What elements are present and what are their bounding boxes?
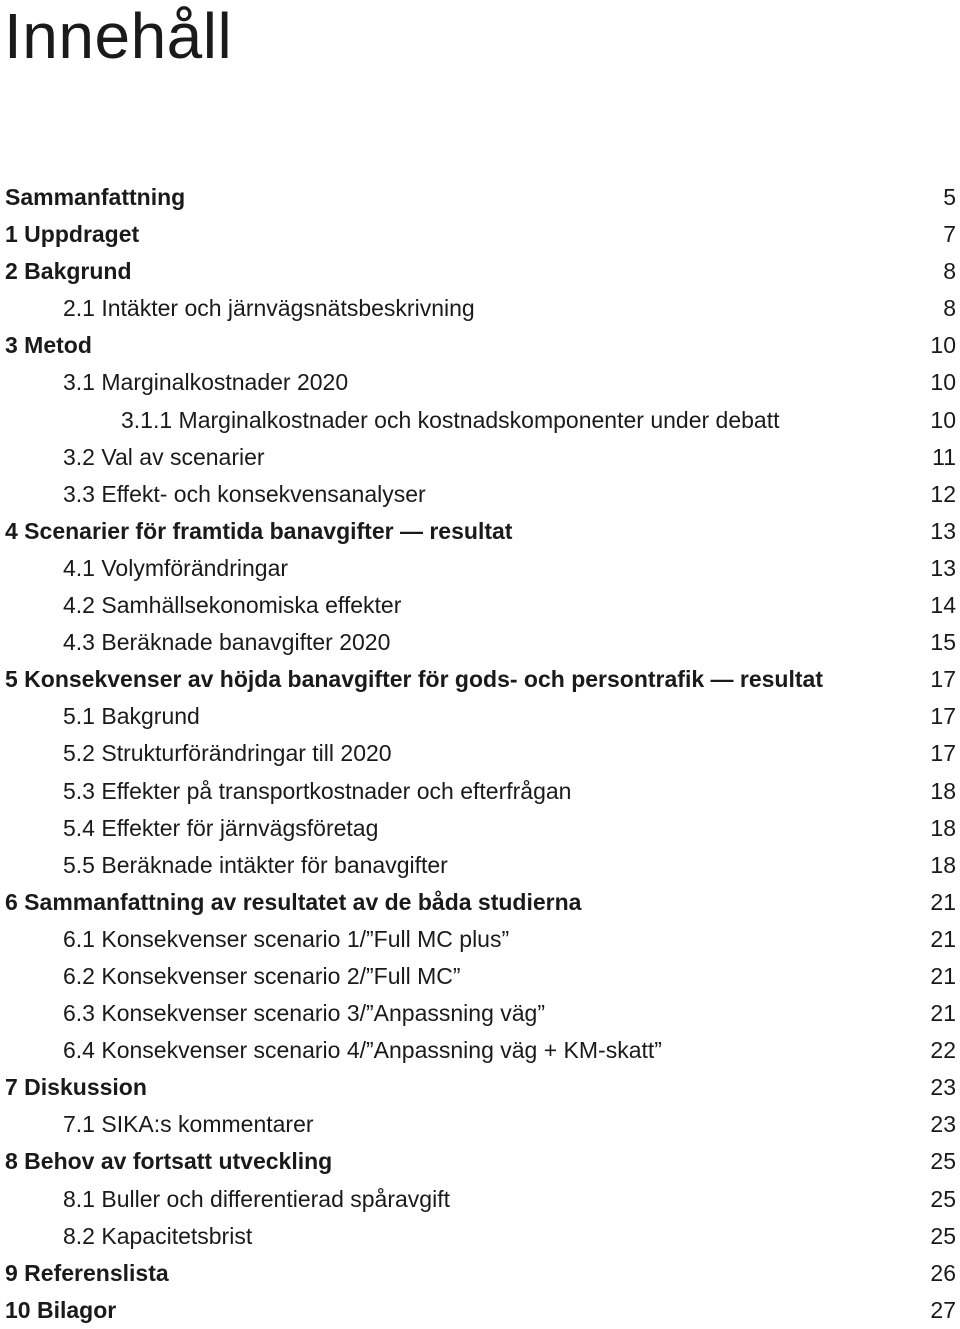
toc-entry[interactable] (0, 290, 960, 327)
page-title: Innehåll (4, 0, 233, 72)
toc-entry-title: 5 Konsekvenser av höjda banavgifter för gods- och persontrafik — resultat (5, 666, 823, 693)
toc-entry[interactable] (0, 624, 960, 661)
toc-entry-title: 5.3 Effekter på transportkostnader och efterfrågan (63, 777, 572, 804)
toc-entry[interactable] (0, 1069, 960, 1106)
toc-entry[interactable] (0, 1181, 960, 1218)
toc-entry-page-number: 21 (930, 962, 956, 989)
toc-entry-page-number: 11 (932, 443, 956, 470)
toc-entry[interactable] (0, 179, 960, 216)
toc-entry-page-number: 18 (930, 777, 956, 804)
toc-entry[interactable] (0, 587, 960, 624)
toc-entry[interactable] (0, 1143, 960, 1180)
toc-entry-title: 3.1.1 Marginalkostnader och kostnadskomponenter under debatt (121, 406, 780, 433)
toc-entry-page-number: 22 (930, 1037, 956, 1064)
toc-entry-title: 3.1 Marginalkostnader 2020 (63, 369, 349, 396)
toc-entry-page-number: 13 (930, 554, 956, 581)
toc-entry-title: 8 Behov av fortsatt utveckling (5, 1148, 333, 1175)
toc-entry-title: 9 Referenslista (5, 1259, 169, 1286)
toc-entry-page-number: 17 (930, 740, 956, 767)
toc-entry-page-number: 7 (943, 221, 956, 248)
toc-entry-page-number: 17 (930, 666, 956, 693)
toc-entry-page-number: 13 (930, 517, 956, 544)
table-of-contents (0, 179, 960, 1329)
toc-entry[interactable] (0, 847, 960, 884)
toc-entry-page-number: 10 (930, 406, 956, 433)
toc-entry[interactable] (0, 513, 960, 550)
toc-entry-title: 6.4 Konsekvenser scenario 4/”Anpassning väg + KM-skatt” (63, 1037, 662, 1064)
toc-entry-title: 2.1 Intäkter och järnvägsnätsbeskrivning (63, 295, 475, 322)
toc-entry-page-number: 10 (930, 332, 956, 359)
toc-entry-page-number: 15 (930, 629, 956, 656)
toc-entry-title: 6 Sammanfattning av resultatet av de båda studierna (5, 888, 582, 915)
toc-entry-page-number: 23 (930, 1074, 956, 1101)
toc-entry-page-number: 21 (930, 925, 956, 952)
toc-entry[interactable] (0, 1292, 960, 1329)
toc-entry-page-number: 5 (943, 184, 956, 210)
toc-entry-title: 4 Scenarier för framtida banavgifter — resultat (5, 517, 513, 544)
toc-entry-title: 7.1 SIKA:s kommentarer (63, 1111, 314, 1138)
toc-entry-title: 3.3 Effekt- och konsekvensanalyser (63, 480, 426, 507)
toc-entry[interactable] (0, 1218, 960, 1255)
toc-entry[interactable] (0, 921, 960, 958)
toc-entry-title: 3.2 Val av scenarier (63, 443, 265, 470)
toc-entry-title: 6.1 Konsekvenser scenario 1/”Full MC plus” (63, 925, 510, 952)
toc-entry-page-number: 17 (930, 703, 956, 730)
toc-entry[interactable] (0, 884, 960, 921)
toc-entry[interactable] (0, 1255, 960, 1292)
toc-entry-title: 8.1 Buller och differentierad spåravgift (63, 1185, 450, 1212)
toc-entry-page-number: 25 (930, 1185, 956, 1212)
toc-entry[interactable] (0, 661, 960, 698)
toc-entry-title: 7 Diskussion (5, 1074, 147, 1101)
toc-entry[interactable] (0, 810, 960, 847)
toc-entry-page-number: 8 (943, 258, 956, 285)
toc-entry-title: 2 Bakgrund (5, 258, 132, 285)
toc-entry[interactable] (0, 364, 960, 401)
toc-entry-title: 4.3 Beräknade banavgifter 2020 (63, 629, 391, 656)
toc-entry-page-number: 8 (943, 295, 956, 322)
toc-entry[interactable] (0, 1106, 960, 1143)
toc-entry-title: 10 Bilagor (5, 1296, 117, 1323)
toc-entry-page-number: 14 (930, 592, 956, 619)
toc-entry[interactable] (0, 476, 960, 513)
toc-entry-page-number: 18 (930, 851, 956, 878)
toc-entry[interactable] (0, 402, 960, 439)
toc-entry-title: Sammanfattning (5, 184, 186, 210)
toc-entry[interactable] (0, 1032, 960, 1069)
toc-entry[interactable] (0, 327, 960, 364)
toc-entry-title: 4.1 Volymförändringar (63, 554, 289, 581)
toc-entry-title: 5.4 Effekter för järnvägsföretag (63, 814, 379, 841)
toc-entry-title: 5.5 Beräknade intäkter för banavgifter (63, 851, 448, 878)
toc-entry[interactable] (0, 958, 960, 995)
toc-entry[interactable] (0, 995, 960, 1032)
toc-entry-title: 1 Uppdraget (5, 221, 140, 248)
toc-entry-title: 6.3 Konsekvenser scenario 3/”Anpassning väg” (63, 1000, 546, 1027)
toc-entry-page-number: 26 (930, 1259, 956, 1286)
toc-entry-title: 4.2 Samhällsekonomiska effekter (63, 592, 402, 619)
toc-entry-page-number: 27 (930, 1296, 956, 1323)
toc-entry-page-number: 18 (930, 814, 956, 841)
toc-entry-page-number: 25 (930, 1148, 956, 1175)
toc-entry-page-number: 12 (930, 480, 956, 507)
toc-entry-title: 8.2 Kapacitetsbrist (63, 1222, 253, 1249)
toc-entry[interactable] (0, 773, 960, 810)
toc-entry[interactable] (0, 698, 960, 735)
toc-entry[interactable] (0, 216, 960, 253)
toc-entry-title: 5.1 Bakgrund (63, 703, 200, 730)
toc-entry-title: 6.2 Konsekvenser scenario 2/”Full MC” (63, 962, 461, 989)
toc-entry-title: 3 Metod (5, 332, 92, 359)
toc-entry-page-number: 21 (930, 888, 956, 915)
toc-entry[interactable] (0, 735, 960, 772)
toc-entry[interactable] (0, 550, 960, 587)
toc-entry[interactable] (0, 439, 960, 476)
toc-entry-title: 5.2 Strukturförändringar till 2020 (63, 740, 392, 767)
toc-entry-page-number: 25 (930, 1222, 956, 1249)
toc-entry-page-number: 23 (930, 1111, 956, 1138)
toc-entry-page-number: 10 (930, 369, 956, 396)
toc-entry-page-number: 21 (930, 1000, 956, 1027)
toc-entry[interactable] (0, 253, 960, 290)
